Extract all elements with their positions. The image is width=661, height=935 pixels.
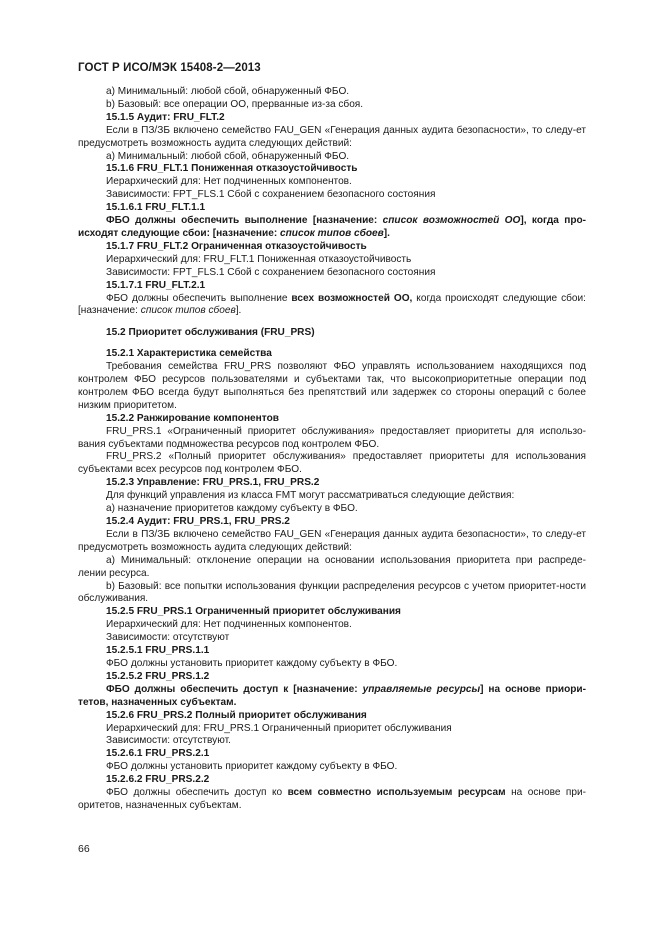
text-run: ], когда про-исходят следующие сбои: [назначение: <box>78 215 587 239</box>
paragraph: Зависимости: FPT_FLS.1 Сбой с сохранением безопасного состояния <box>106 266 436 278</box>
text-run: ]. <box>383 227 390 239</box>
document-header: ГОСТ Р ИСО/МЭК 15408-2—2013 <box>78 62 261 74</box>
clause-heading: 15.1.5 Аудит: FRU_FLT.2 <box>106 111 225 123</box>
text-run: на основе при-оритетов, назначенных субъектам. <box>78 787 586 811</box>
italic-text-run: список возможностей ОО <box>382 215 521 227</box>
list-item: b) Базовый: все попытки использования функции распределения ресурсов с учетом приоритет-ности обслуживания. <box>78 580 586 605</box>
clause-heading: 15.2.6.1 FRU_PRS.2.1 <box>106 748 210 760</box>
italic-text-run: управляемые ресурсы <box>362 683 481 695</box>
bold-text-run: всем совместно используемым ресурсам <box>287 787 506 799</box>
clause-heading: 15.2.6.2 FRU_PRS.2.2 <box>106 774 210 786</box>
paragraph: Если в ПЗ/ЗБ включено семейство FAU_GEN «Генерация данных аудита безопасности», то следу-ет предусмотреть возможность аудита следующих действий: <box>78 528 586 553</box>
clause-heading: 15.2.5 FRU_PRS.1 Ограниченный приоритет обслуживания <box>106 606 401 618</box>
text-run: ] на основе приори-тетов, назначенных субъектам. <box>78 683 586 708</box>
clause-heading: 15.1.6.1 FRU_FLT.1.1 <box>106 202 206 214</box>
text-run: когда происходят следующие сбои: [назначение: <box>78 292 586 317</box>
paragraph: Зависимости: отсутствуют <box>106 632 230 644</box>
clause-heading: 15.1.6 FRU_FLT.1 Пониженная отказоустойчивость <box>106 163 358 175</box>
clause-heading: 15.2.6 FRU_PRS.2 Полный приоритет обслуживания <box>106 709 367 721</box>
paragraph: Иерархический для: Нет подчиненных компонентов. <box>106 619 352 631</box>
document-body <box>78 86 586 813</box>
paragraph: Иерархический для: FRU_FLT.1 Пониженная отказоустойчивость <box>106 253 412 265</box>
requirement-text <box>78 684 586 710</box>
requirement-text <box>78 787 586 813</box>
requirement-text <box>78 215 586 241</box>
paragraph: Зависимости: FPT_FLS.1 Сбой с сохранением безопасного состояния <box>106 189 436 201</box>
clause-heading: 15.2.4 Аудит: FRU_PRS.1, FRU_PRS.2 <box>106 516 290 527</box>
paragraph: Если в ПЗ/ЗБ включено семейство FAU_GEN «Генерация данных аудита безопасности», то следу-ет предусмотреть возможность аудита следующих действий: <box>78 124 586 149</box>
clause-heading: 15.2.1 Характеристика семейства <box>106 348 272 360</box>
requirement-text: ФБО должны установить приоритет каждому субъекту в ФБО. <box>106 761 398 773</box>
text-run: ]. <box>235 305 242 317</box>
paragraph: Иерархический для: Нет подчиненных компонентов. <box>106 176 352 188</box>
page-number: 66 <box>78 843 90 855</box>
italic-text-run: список типов сбоев <box>280 227 384 239</box>
list-item: a) Минимальный: любой сбой, обнаруженный ФБО. <box>106 86 350 97</box>
list-item: b) Базовый: все операции ОО, прерванные из-за сбоя. <box>106 98 364 110</box>
paragraph: Требования семейства FRU_PRS позволяют ФБО управлять использованием находящихся под контролем ФБО ресурсов пользователями и субъектами так, что высокоприоритетные операции под контролем ФБО всегда будут выполняться без препятствий или задержек со стороны операций с более низким приоритетом. <box>78 361 586 411</box>
clause-heading: 15.1.7 FRU_FLT.2 Ограниченная отказоустойчивость <box>106 240 367 252</box>
paragraph: Для функций управления из класса FMT могут рассматриваться следующие действия: <box>106 490 515 502</box>
list-item: a) назначение приоритетов каждому субъекту в ФБО. <box>106 503 358 515</box>
clause-heading: 15.1.7.1 FRU_FLT.2.1 <box>106 279 206 291</box>
requirement-text: ФБО должны установить приоритет каждому субъекту в ФБО. <box>106 657 398 669</box>
paragraph: Иерархический для: FRU_PRS.1 Ограниченный приоритет обслуживания <box>106 722 452 734</box>
list-item: a) Минимальный: отклонение операции на основании использования приоритета при распреде-лении ресурса. <box>78 554 586 579</box>
bold-text-run: всех возможностей ОО, <box>291 292 413 304</box>
section-heading: 15.2 Приоритет обслуживания (FRU_PRS) <box>106 327 315 339</box>
clause-heading: 15.2.2 Ранжирование компонентов <box>106 412 279 424</box>
clause-heading: 15.2.3 Управление: FRU_PRS.1, FRU_PRS.2 <box>106 477 320 489</box>
clause-heading: 15.2.5.1 FRU_PRS.1.1 <box>106 645 210 657</box>
paragraph: FRU_PRS.2 «Полный приоритет обслуживания» предоставляет приоритеты для использования субъектами всех ресурсов под контролем ФБО. <box>78 451 586 476</box>
list-item: a) Минимальный: любой сбой, обнаруженный ФБО. <box>106 150 350 162</box>
requirement-text <box>78 293 586 319</box>
clause-heading: 15.2.5.2 FRU_PRS.1.2 <box>106 670 210 682</box>
text-run: ФБО должны обеспечить доступ к [назначение: <box>106 683 363 695</box>
italic-text-run: список типов сбоев <box>140 305 236 317</box>
paragraph: FRU_PRS.1 «Ограниченный приоритет обслуживания» предоставляет приоритеты для использо-вания субъектами подмножества ресурсов под контролем ФБО. <box>78 425 586 450</box>
text-run: ФБО должны обеспечить выполнение [назначение: <box>106 215 383 227</box>
text-run: ФБО должны обеспечить доступ ко <box>106 787 288 799</box>
text-run: ФБО должны обеспечить выполнение <box>106 292 292 304</box>
paragraph: Зависимости: отсутствуют. <box>106 735 231 747</box>
